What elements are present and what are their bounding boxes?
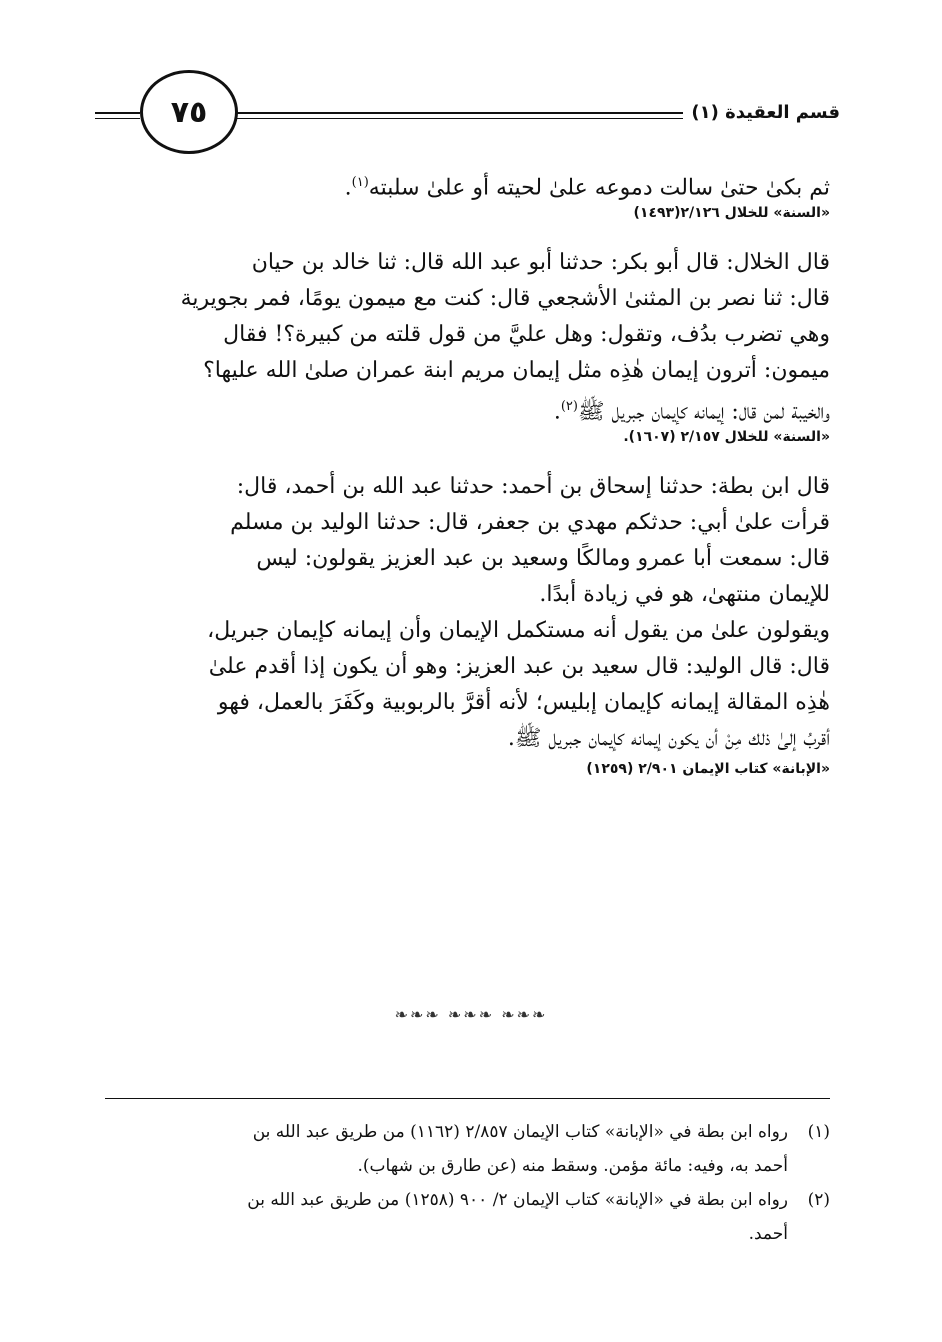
- text-line: قال الخلال: قال أبو بكر: حدثنا أبو عبد الله قال: ثنا خالد بن حيان: [251, 250, 830, 275]
- footnote-line: أحمد.: [748, 1224, 788, 1244]
- body-text: [105, 165, 830, 781]
- footnote: [105, 1183, 830, 1251]
- text-line: قال ابن بطة: حدثنا إسحاق بن أحمد: حدثنا عبد الله بن أحمد، قال:: [236, 474, 830, 499]
- text-line: وهي تضرب بدُف، وتقول: وهل عليَّ من قول قلته من كبيرة؟! فقال: [223, 322, 830, 347]
- text-line: قال: ثنا نصر بن المثنىٰ الأشجعي قال: كنت مع ميمون يومًا، فمر بجويرية: [180, 286, 830, 311]
- source-citation: «السنة» للخلال ٢/١٢٦(١٤٩٣): [633, 205, 830, 221]
- header-rule-left-thin: [95, 118, 140, 119]
- footnote-ref: (١): [351, 175, 369, 190]
- footnote-line: رواه ابن بطة في «الإبانة» كتاب الإيمان ٢/ ٩٠٠ (١٢٥٨) من طريق عبد الله بن: [247, 1190, 788, 1210]
- footnotes: [105, 1115, 830, 1251]
- source-citation: «الإبانة» كتاب الإيمان ٢/٩٠١ (١٢٥٩): [586, 761, 830, 777]
- page-header: [95, 70, 840, 150]
- text-line: والخيبة لمن قال: إيمانه كإيمان جبريل ﷺ$^{(٢)}$.: [553, 399, 830, 425]
- text-line: أقربُ إلىٰ ذلك مِنْ أن يكون إيمانه كإيمان جبريل ﷺ.: [507, 726, 830, 751]
- text-line: قال: قال الوليد: قال سعيد بن عبد العزيز: وهو أن يكون إذا أقدم علىٰ: [208, 654, 830, 679]
- text-line: ثم بكىٰ حتىٰ سالت دموعه علىٰ لحيته أو علىٰ سلبته$^{(١)}$.: [344, 175, 830, 201]
- text-line: ويقولون علىٰ من يقول أنه مستكمل الإيمان وأن إيمانه كإيمان جبريل،: [207, 618, 830, 643]
- footnote-ref: (٢): [560, 399, 578, 414]
- text-line: قال: سمعت أبا عمرو ومالكًا وسعيد بن عبد العزيز يقولون: ليس: [256, 546, 830, 571]
- page-number-frame: [140, 70, 238, 154]
- footnote-line: رواه ابن بطة في «الإبانة» كتاب الإيمان ٢/٨٥٧ (١١٦٢) من طريق عبد الله بن: [252, 1122, 788, 1142]
- page-number: ٧٥: [170, 94, 208, 130]
- footnote-line: أحمد به، وفيه: مائة مؤمن. وسقط منه (عن طارق بن شهاب).: [357, 1156, 788, 1176]
- footnote-number: (١): [807, 1122, 830, 1142]
- ornament-divider: ❧❧❧ ❧❧❧ ❧❧❧: [394, 1005, 548, 1024]
- section-title: قسم العقيدة (١): [683, 102, 840, 123]
- text-line: ميمون: أترون إيمان هٰذِه مثل إيمان مريم ابنة عمران صلىٰ الله عليها؟: [203, 358, 830, 383]
- text-line: للإيمان منتهىٰ، هو في زيادة أبدًا.: [539, 582, 830, 607]
- header-rule-left: [95, 112, 140, 114]
- footnote: [105, 1115, 830, 1183]
- footnote-number: (٢): [807, 1190, 830, 1210]
- footnote-rule: [105, 1098, 830, 1099]
- source-citation: «السنة» للخلال ٢/١٥٧ (١٦٠٧).: [623, 429, 830, 445]
- text-line: هٰذِه المقالة إيمانه كإيمان إبليس؛ لأنه أقرَّ بالربوبية وكَفَرَ بالعمل، فهو: [217, 690, 830, 715]
- text-line: قرأت علىٰ أبي: حدثكم مهدي بن جعفر، قال: حدثنا الوليد بن مسلم: [230, 510, 830, 535]
